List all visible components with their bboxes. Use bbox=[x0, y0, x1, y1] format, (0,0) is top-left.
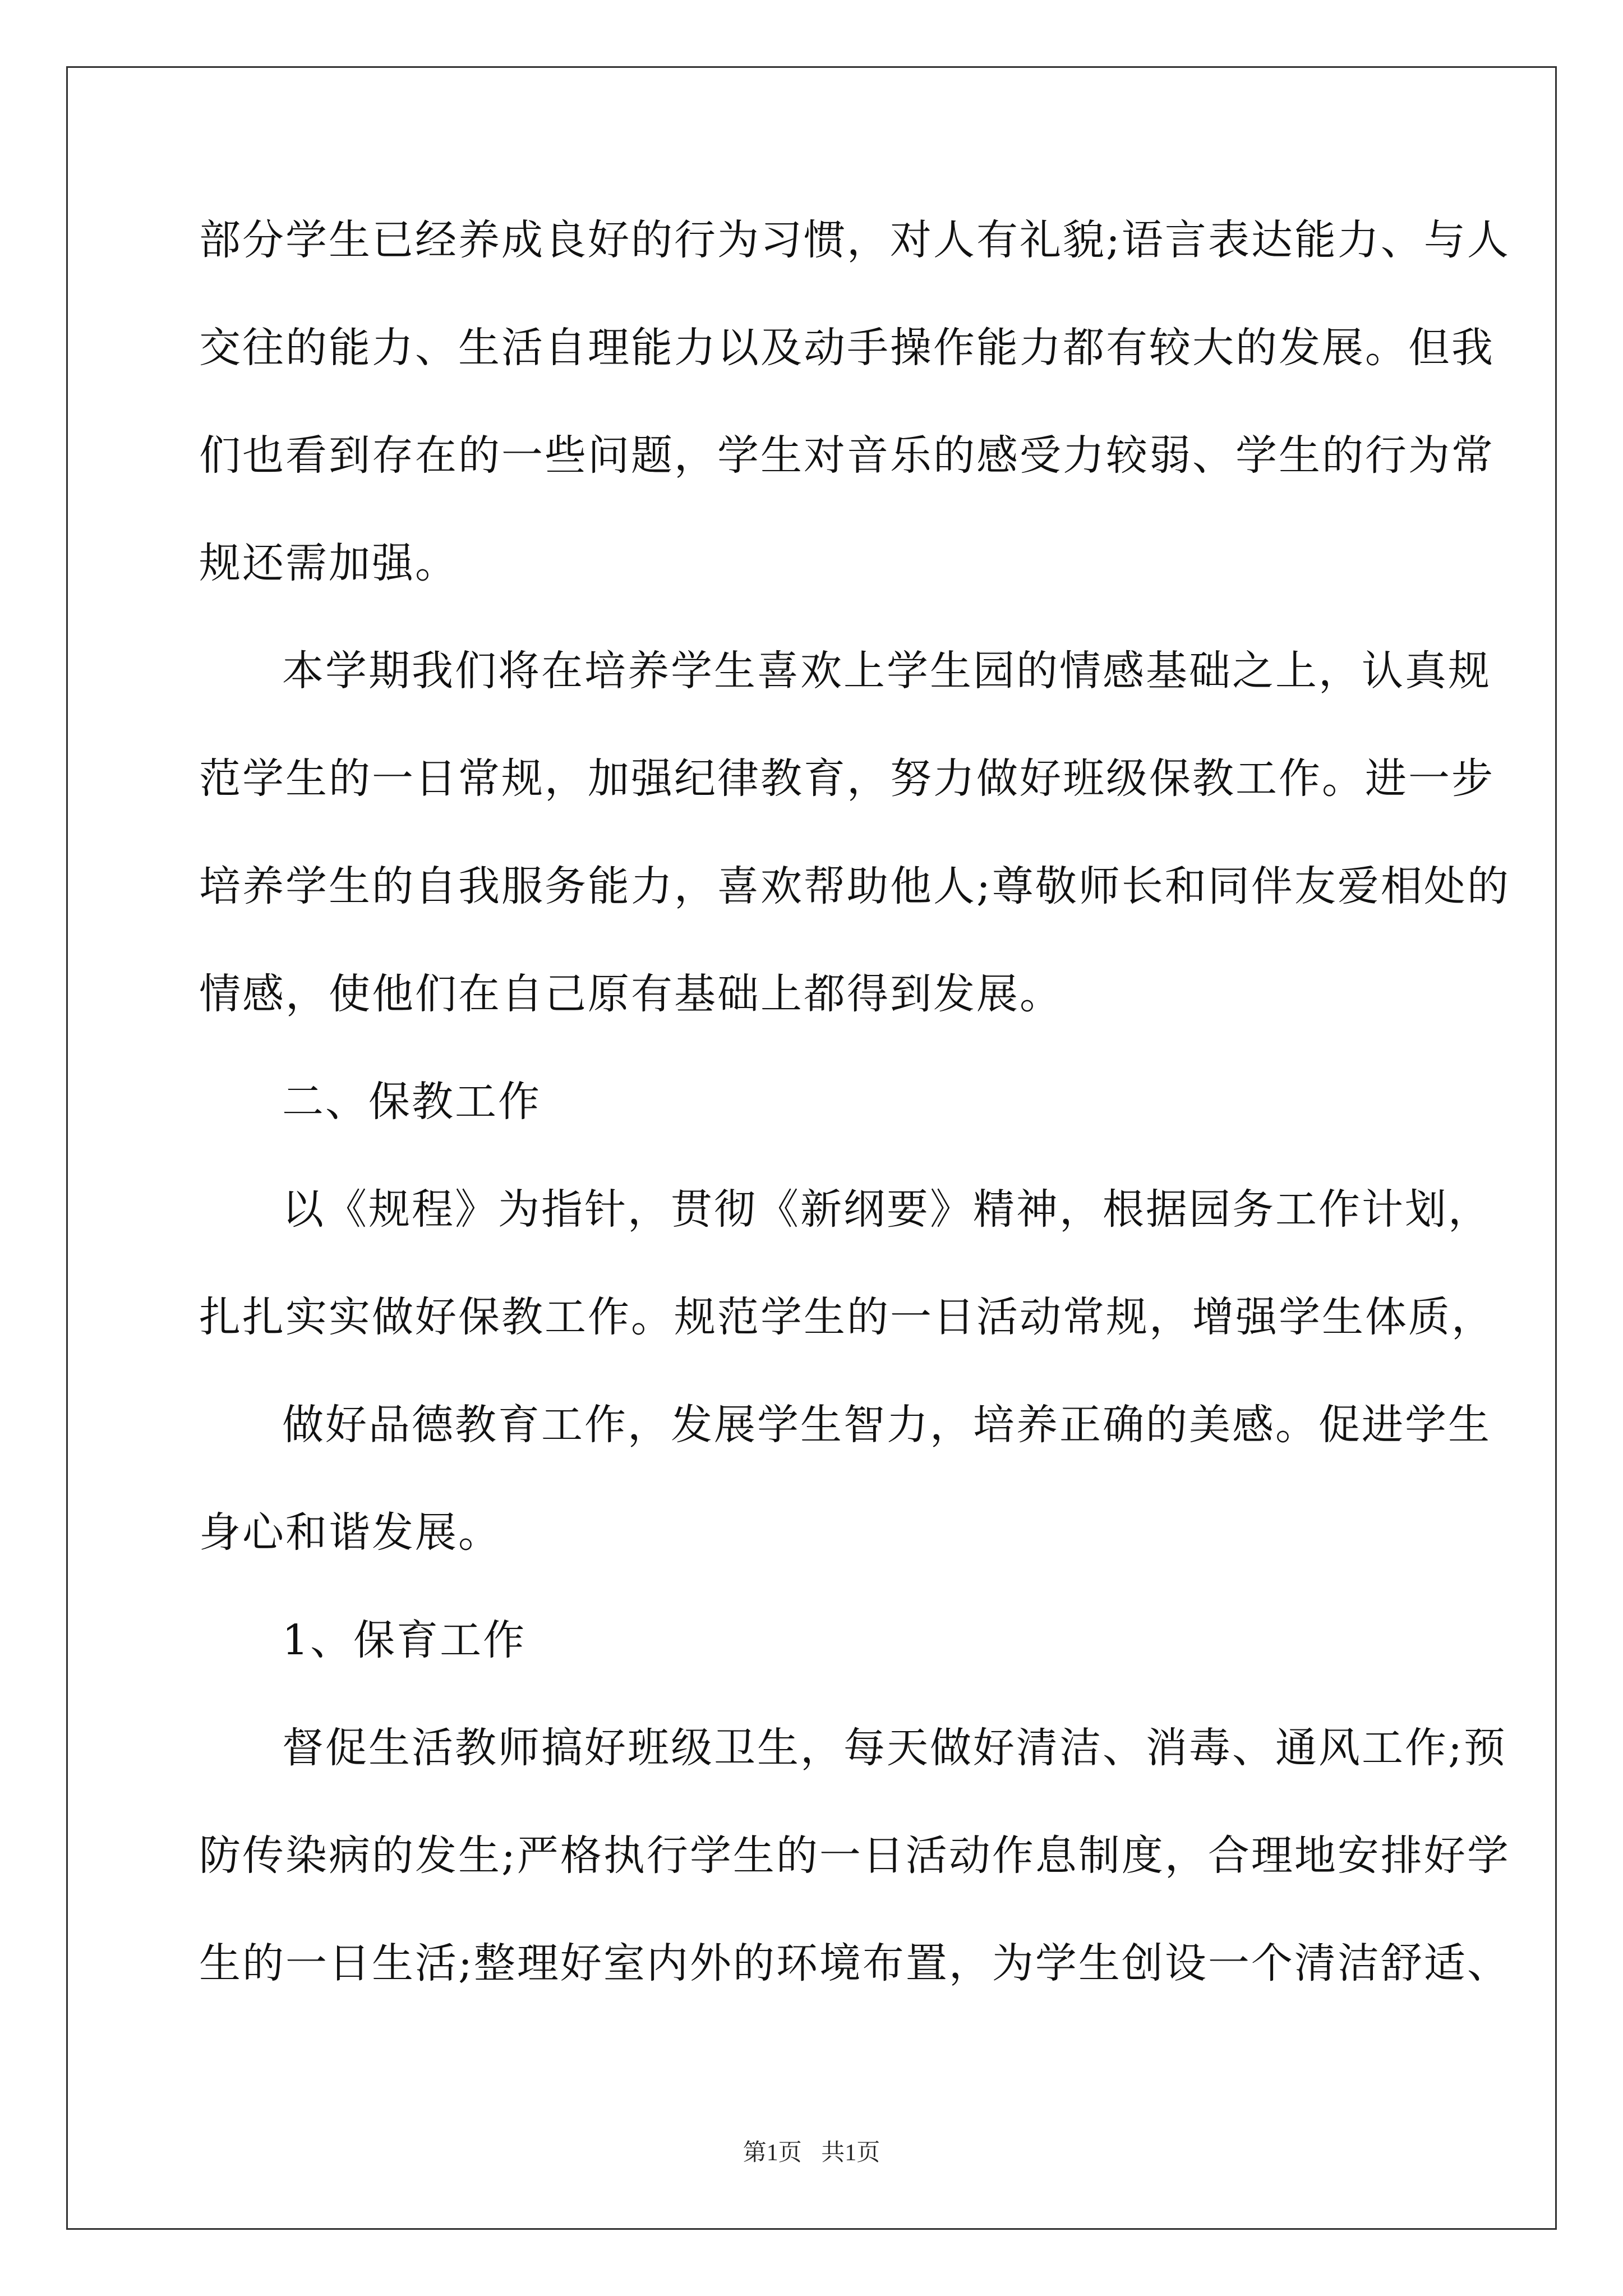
text-line: 生的一日生活;整理好室内外的环境布置，为学生创设一个清洁舒适、 bbox=[199, 1939, 1510, 1987]
page-total: 共1页 bbox=[821, 2140, 880, 2166]
text-line: 防传染病的发生;严格执行学生的一日活动作息制度，合理地安排好学 bbox=[199, 1832, 1510, 1880]
subsection-heading: 1、保育工作 bbox=[282, 1616, 527, 1664]
text-line: 情感，使他们在自己原有基础上都得到发展。 bbox=[199, 970, 1063, 1018]
text-line: 交往的能力、生活自理能力以及动手操作能力都有较大的发展。但我 bbox=[199, 324, 1495, 372]
text-line: 身心和谐发展。 bbox=[199, 1508, 501, 1557]
text-line: 们也看到存在的一些问题，学生对音乐的感受力较弱、学生的行为常 bbox=[199, 431, 1495, 480]
page-number: 第1页 bbox=[743, 2140, 802, 2166]
page-footer bbox=[0, 2136, 1623, 2170]
text-line: 本学期我们将在培养学生喜欢上学生园的情感基础之上，认真规 bbox=[282, 647, 1491, 695]
text-line: 督促生活教师搞好班级卫生，每天做好清洁、消毒、通风工作;预 bbox=[282, 1724, 1507, 1772]
text-line: 做好品德教育工作，发展学生智力，培养正确的美感。促进学生 bbox=[282, 1401, 1491, 1449]
text-line: 部分学生已经养成良好的行为习惯，对人有礼貌;语言表达能力、与人 bbox=[199, 216, 1510, 264]
text-line: 扎扎实实做好保教工作。规范学生的一日活动常规，增强学生体质， bbox=[199, 1293, 1495, 1341]
text-line: 规还需加强。 bbox=[199, 539, 458, 587]
page-border bbox=[66, 66, 1557, 2230]
section-heading: 二、保教工作 bbox=[282, 1078, 541, 1126]
text-line: 范学生的一日常规，加强纪律教育，努力做好班级保教工作。进一步 bbox=[199, 754, 1495, 803]
text-line: 以《规程》为指针，贯彻《新纲要》精神，根据园务工作计划， bbox=[282, 1185, 1491, 1234]
text-line: 培养学生的自我服务能力，喜欢帮助他人;尊敬师长和同伴友爱相处的 bbox=[199, 862, 1510, 910]
